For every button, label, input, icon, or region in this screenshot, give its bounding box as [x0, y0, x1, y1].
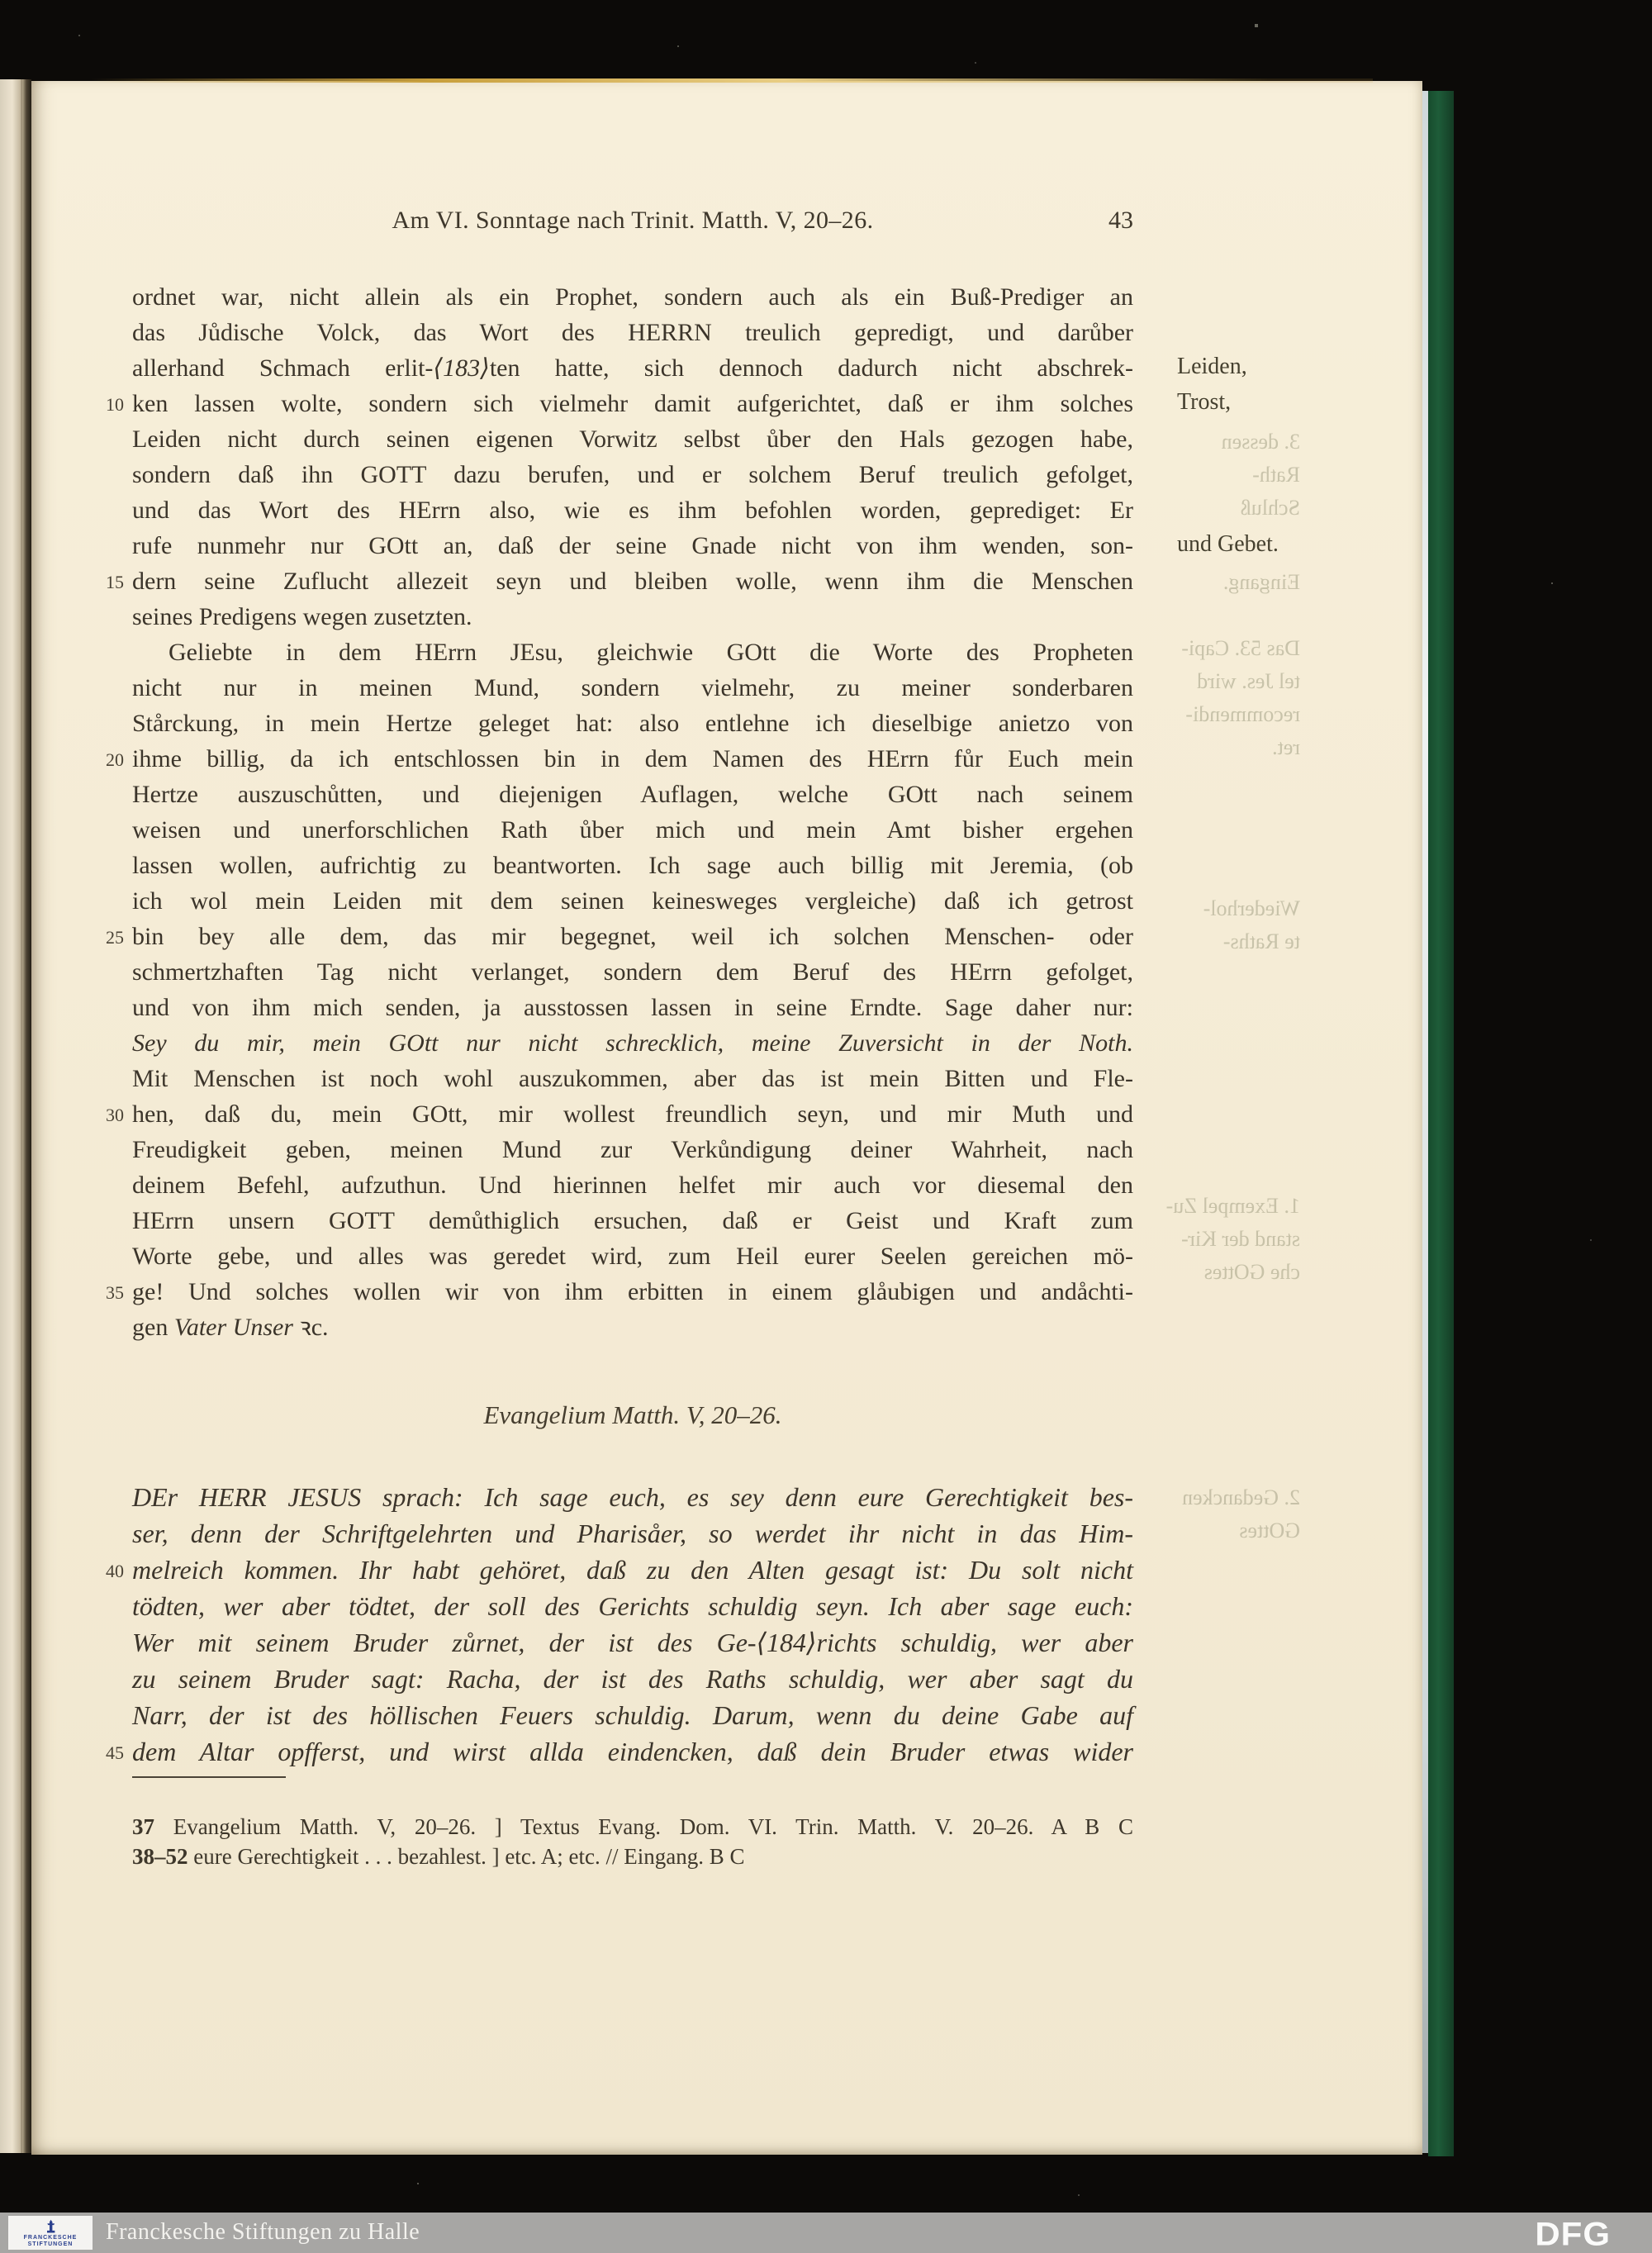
page-edge-highlight	[1422, 91, 1428, 2153]
page-gutter-shadow	[22, 79, 31, 2153]
viewer-footer-bar	[0, 2213, 1652, 2253]
apparatus-rule	[132, 1776, 286, 1778]
logo-text-bottom: STIFTUNGEN	[27, 2241, 74, 2247]
francke-logo-icon	[45, 2219, 57, 2234]
gospel-pericope: DEr HERR JESUS sprach: Ich sage euch, es sey denn eure Gerechtigkeit bes- ser, denn der Schriftgelehrten und Pharisåer, so werdet ihr nicht in das Him- melreich kommen. Ihr habt gehöret, daß zu den Alten gesagt ist: Du solt nicht tödten, wer aber tödtet, der soll des Gerichts schuldig seyn. Ich aber sage euch: Wer mit seinem Bruder zůrnet, der ist des Ge-⟨184⟩richts schuldig, wer aber zu seinem Bruder sagt: Racha, der ist des Raths schuldig, wer aber sagt du Narr, der ist des höllischen Feuers schuldig. Darum, wenn du deine Gabe auf dem Altar opfferst, und wirst allda eindencken, daß dein Bruder etwas wider	[132, 1482, 1133, 1766]
critical-apparatus: 37 Evangelium Matth. V, 20–26. ] Textus Evang. Dom. VI. Trin. Matth. V. 20–26. A B C 38–52 eure Gerechtigkeit . . . bezahlest. ] etc. A; etc. // Eingang. B C	[132, 1814, 1133, 1869]
running-header: Am VI. Sonntage nach Trinit. Matth. V, 20–26.	[392, 207, 874, 234]
francke-stiftungen-logo	[8, 2216, 93, 2250]
book-binding-cloth	[1428, 91, 1454, 2156]
pericope-heading: Evangelium Matth. V, 20–26.	[483, 1400, 782, 1429]
sermon-text: ordnet war, nicht allein als ein Prophet, sondern auch als ein Buß-Prediger an das Jůdische Volck, das Wort des HERRN treulich gepredigt, und darůber allerhand Schmach erlit-⟨183⟩ten hatte, sich dennoch dadurch nicht abschrek- ken lassen wolte, sondern sich vielmehr damit aufgerichtet, daß er ihm solches Leiden nicht durch seinen eigenen Vorwitz selbst ůber den Hals gezogen habe, sondern daß ihn GOTT dazu berufen, und er solchem Beruf treulich gefolget, und das Wort des HErrn also, wie es ihm befohlen worden, geprediget: Er rufe nunmehr nur GOtt an, daß der seine Gnade nicht von ihm wenden, son- dern seine Zuflucht allezeit seyn und bleiben wolle, wenn ihm die Menschen seines Predigens wegen zusetzten. Geliebte in dem HErrn JEsu, gleichwie GOtt die Worte des Propheten nicht nur in meinen Mund, sondern vielmehr, zu meiner sonderbaren Stårckung, in mein Hertze geleget hat: also entlehne ich dieselbige anietzo von ihme billig, da ich entschlossen bin in dem Namen des HErrn fůr Euch mein Hertze auszuschůtten, und diejenigen Auflagen, welche GOtt nach seinem weisen und unerforschlichen Rath ůber mich und mein Amt bisher ergehen lassen wollen, aufrichtig zu beantworten. Ich sage auch billig mit Jeremia, (ob ich wol mein Leiden mit dem seinen keinesweges vergleiche) daß ich getrost bin bey alle dem, das mir begegnet, weil ich solchen Menschen- oder schmertzhaften Tag nicht verlanget, sondern dem Beruf des HErrn gefolget, und von ihm mich senden, ja ausstossen lassen in seine Erndte. Sage daher nur: Sey du mir, mein GOtt nur nicht schrecklich, meine Zuversicht in der Noth. Mit Menschen ist noch wohl auszukommen, aber das ist mein Bitten und Fle- hen, daß du, mein GOtt, mir wollest freundlich seyn, und mir Muth und Freudigkeit geben, meinen Mund zur Verkůndigung deiner Wahrheit, nach deinem Befehl, aufzuthun. Und hierinnen helfet mir auch vor diesemal den HErrn unsern GOTT demůthiglich ersuchen, daß er Geist und Kraft zum Worte gebe, und alles was geredet wird, zum Heil eurer Seelen gereichen mö- ge! Und solches wollen wir von ihm erbitten in einem glåubigen und andåchti- gen Vater Unser ꝛc.	[132, 283, 1134, 1341]
logo-text-top: FRANCKESCHE	[23, 2234, 78, 2241]
page-number: 43	[1108, 207, 1133, 234]
footer-institution-label: Franckesche Stiftungen zu Halle	[106, 2219, 420, 2245]
book-page: Am VI. Sonntage nach Trinit. Matth. V, 20–26. 43 3. dessen Rath- Schluß Eingang. Das 53. Capi- tel Jes. wird recommendi- ret. Wiederhol- te Raths- 1. Exempel Zu- stand der Kir- che GOttes 2. Gedancken GOttes 10 15 20 25 30 35 40 45 Leiden, Trost, und Gebet. ordnet war, nicht allein als ein Prophet, sondern auch als ein Buß-Prediger an das Jůdische Volck, das Wort des HERRN treulich gepredigt, und darůber allerhand Schmach erlit-⟨183⟩ten hatte, sich dennoch dadurch nicht abschrek- ken lassen wolte, sondern sich vielmehr damit aufgerichtet, daß er ihm solches Leiden nicht durch seinen eigenen Vorwitz selbst ůber den Hals gezogen habe, sondern daß ihn GOTT dazu berufen, und er solchem Beruf treulich gefolget, und das Wort des HErrn also, wie es ihm befohlen worden, geprediget: Er rufe nunmehr nur GOtt an, daß der seine Gnade nicht von ihm wenden, son- dern seine Zuflucht allezeit seyn und bleiben wolle, wenn ihm die Menschen seines Predigens wegen zusetzten. Geliebte in dem HErrn JEsu, gleichwie GOtt die Worte des Propheten nicht nur in meinen Mund, sondern vielmehr, zu meiner sonderbaren Stårckung, in mein Hertze geleget hat: also entlehne ich dieselbige anietzo von ihme billig, da ich entschlossen bin in dem Namen des HErrn fůr Euch mein Hertze auszuschůtten, und diejenigen Auflagen, welche GOtt nach seinem weisen und unerforschlichen Rath ůber mich und mein Amt bisher ergehen lassen wollen, aufrichtig zu beantworten. Ich sage auch billig mit Jeremia, (ob ich wol mein Leiden mit dem seinen keinesweges vergleiche) daß ich getrost bin bey alle dem, das mir begegnet, weil ich solchen Menschen- oder schmertzhaften Tag nicht verlanget, sondern dem Beruf des HErrn gefolget, und von ihm mich senden, ja ausstossen lassen in seine Erndte. Sage daher nur: Sey du mir, mein GOtt nur nicht schrecklich, meine Zuversicht in der Noth. Mit Menschen ist noch wohl auszukommen, aber das ist mein Bitten und Fle- hen, daß du, mein GOtt, mir wollest freundlich seyn, und mir Muth und Freudigkeit geben, meinen Mund zur Verkůndigung deiner Wahrheit, nach deinem Befehl, aufzuthun. Und hierinnen helfet mir auch vor diesemal den HErrn unsern GOTT demůthiglich ersuchen, daß er Geist und Kraft zum Worte gebe, und alles was geredet wird, zum Heil eurer Seelen gereichen mö- ge! Und solches wollen wir von ihm erbitten in einem glåubigen und andåchti- gen Vater Unser ꝛc. Evangelium Matth. V, 20–26. DEr HERR JESUS sprach: Ich sage euch, es sey denn eure Gerechtigkeit bes- ser, denn der Schriftgelehrten und Pharisåer, so werdet ihr nicht in das Him- melreich kommen. Ihr habt gehöret, daß zu den Alten gesagt ist: Du solt nicht tödten, wer aber tödtet, der soll des Gerichts schuldig seyn. Ich aber sage euch: Wer mit seinem Bruder zůrnet, der ist des Ge-⟨184⟩richts schuldig, wer aber zu seinem Bruder sagt: Racha, der ist des Raths schuldig, wer aber sagt du Narr, der ist des höllischen Feuers schuldig. Darum, wenn du deine Gabe auf dem Altar opfferst, und wirst allda eindencken, daß dein Bruder etwas wider 37 Evangelium Matth. V, 20–26. ] Textus Evang. Dom. VI. Trin. Matth. V. 20–26. A B C 38–52 eure Gerechtigkeit . . . bezahlest. ] etc. A; etc. // Eingang. B C	[31, 81, 1422, 2155]
dfg-logo: DFG	[1535, 2215, 1611, 2252]
previous-page-edge	[0, 79, 22, 2153]
dust-specks	[0, 0, 2, 2]
running-header-row	[132, 207, 1133, 240]
